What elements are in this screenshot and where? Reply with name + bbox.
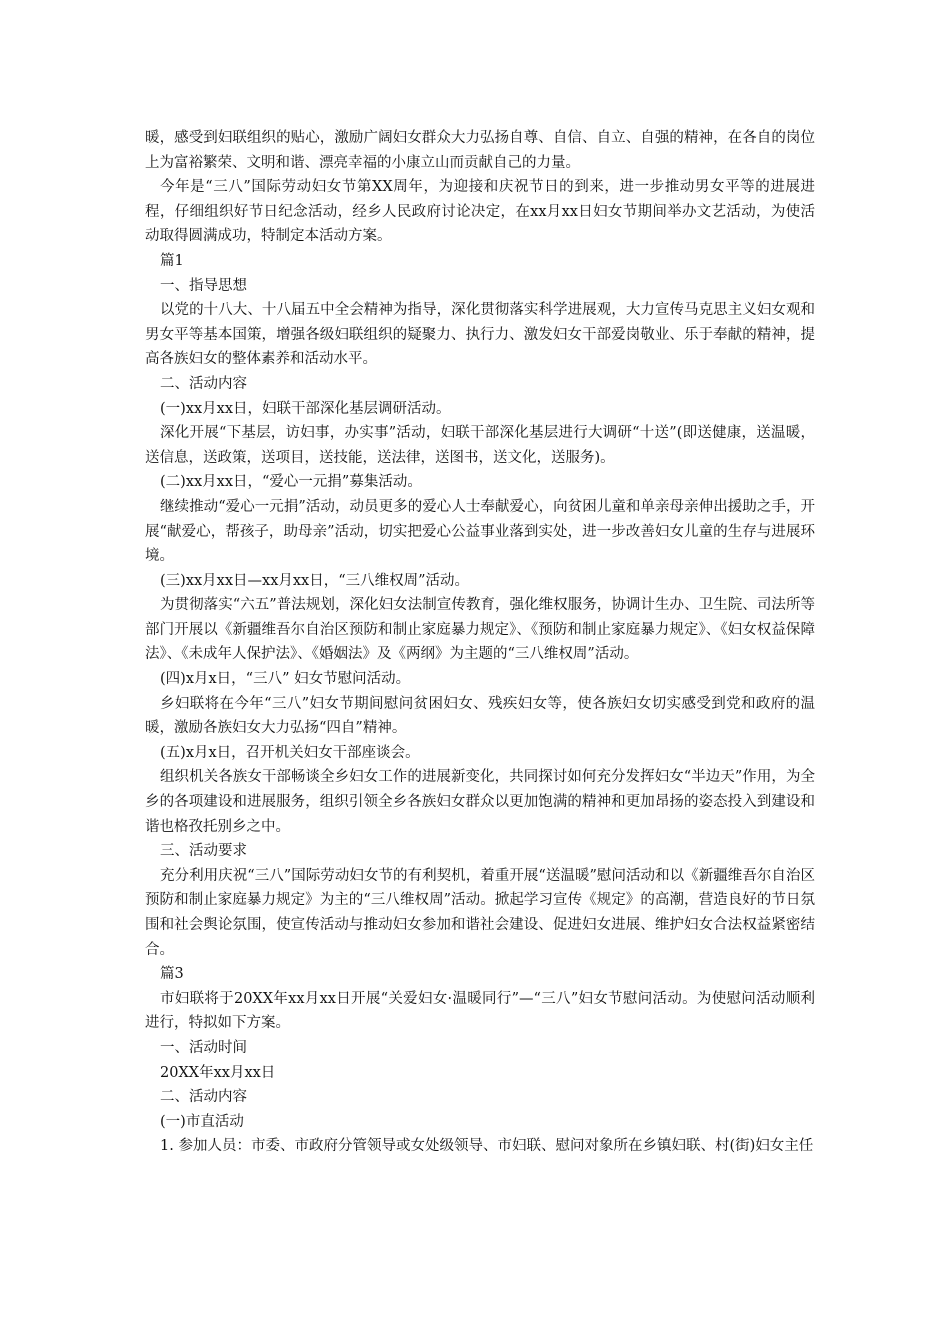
section-heading: 篇1	[160, 252, 184, 269]
paragraph: 市妇联将于20XX年xx月xx日开展“关爱妇女·温暖同行”—“三八”妇女节慰问活动。为使慰问活动顺利进行，特拟如下方案。	[145, 990, 815, 1032]
paragraph: 组织机关各族女干部畅谈全乡妇女工作的进展新变化，共同探讨如何充分发挥妇女“半边天”作用，为全乡的各项建设和进展服务，组织引领全乡各族妇女群众以更加饱满的精神和更加昂扬的姿态投入到建设和谐也格孜托别乡之中。	[145, 769, 815, 835]
paragraph: 1. 参加人员：市委、市政府分管领导或女处级领导、市妇联、慰问对象所在乡镇妇联、村(街)妇女主任	[160, 1138, 814, 1155]
paragraph: 充分利用庆祝“三八”国际劳动妇女节的有利契机，着重开展“送温暖”慰问活动和以《新疆维吾尔自治区预防和制止家庭暴力规定》为主的“三八维权周”活动。掀起学习宣传《规定》的高潮，营造良好的节日氛围和社会舆论氛围，使宣传活动与推动妇女参加和谐社会建设、促进妇女进展、维护妇女合法权益紧密结合。	[145, 867, 815, 958]
section-heading: 二、活动内容	[160, 375, 247, 392]
paragraph: 今年是“三八”国际劳动妇女节第XX周年，为迎接和庆祝节日的到来，进一步推动男女平等的进展进程，仔细组织好节日纪念活动，经乡人民政府讨论决定，在xx月xx日妇女节期间举办文艺活动，为使活动取得圆满成功，特制定本活动方案。	[145, 179, 815, 245]
sub-heading: (二)xx月xx日，“爱心一元捐”募集活动。	[160, 474, 422, 491]
paragraph: 乡妇联将在今年“三八”妇女节期间慰问贫困妇女、残疾妇女等，使各族妇女切实感受到党和政府的温暖，激励各族妇女大力弘扬“四自”精神。	[145, 695, 815, 737]
paragraph: 深化开展“下基层，访妇事，办实事”活动，妇联干部深化基层进行大调研“十送”(即送健康，送温暖，送信息，送政策，送项目，送技能，送法律，送图书，送文化，送服务)。	[145, 425, 815, 466]
sub-heading: (五)x月x日，召开机关妇女干部座谈会。	[160, 744, 420, 761]
paragraph: 为贯彻落实“六五”普法规划，深化妇女法制宣传教育，强化维权服务，协调计生办、卫生院、司法所等部门开展以《新疆维吾尔自治区预防和制止家庭暴力规定》、《预防和制止家庭暴力规定》、《妇女权益保障法》、《未成年人保护法》、《婚姻法》及《两纲》为主题的“三八维权周”活动。	[145, 597, 815, 663]
section-heading: 一、指导思想	[160, 277, 247, 294]
paragraph: 20XX年xx月xx日	[160, 1064, 276, 1081]
document-page	[145, 126, 815, 1159]
section-heading: 一、活动时间	[160, 1039, 247, 1056]
section-heading: 二、活动内容	[160, 1089, 247, 1106]
sub-heading: (一)市直活动	[160, 1113, 244, 1130]
paragraph: 以党的十八大、十八届五中全会精神为指导，深化贯彻落实科学进展观，大力宣传马克思主义妇女观和男女平等基本国策，增强各级妇联组织的疑聚力、执行力、激发妇女干部爱岗敬业、乐于奉献的精神，提高各族妇女的整体素养和活动水平。	[145, 302, 815, 368]
section-heading: 三、活动要求	[160, 843, 247, 860]
paragraph: 继续推动“爱心一元捐”活动，动员更多的爱心人士奉献爱心，向贫困儿童和单亲母亲伸出援助之手，开展“献爱心，帮孩子，助母亲”活动，切实把爱心公益事业落到实处，进一步改善妇女儿童的生存与进展环境。	[145, 498, 815, 565]
sub-heading: (一)xx月xx日，妇联干部深化基层调研活动。	[160, 400, 451, 417]
section-heading: 篇3	[160, 966, 184, 983]
sub-heading: (三)xx月xx日—xx月xx日，“三八维权周”活动。	[160, 572, 470, 589]
sub-heading: (四)x月x日，“三八” 妇女节慰问活动。	[160, 671, 411, 688]
paragraph: 暖，感受到妇联组织的贴心，激励广阔妇女群众大力弘扬自尊、自信、自立、自强的精神，在各自的岗位上为富裕繁荣、文明和谐、漂亮幸福的小康立山而贡献自己的力量。	[145, 130, 815, 171]
